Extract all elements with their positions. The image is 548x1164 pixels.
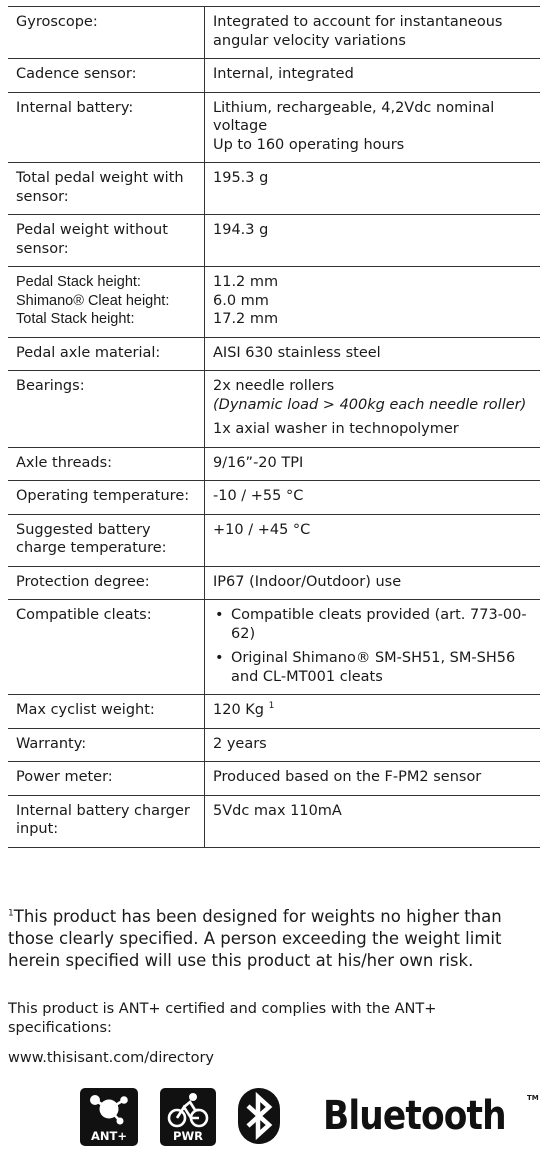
power-meter-logo-icon — [160, 1088, 216, 1146]
spec-value-line: Lithium, rechargeable, 4,2Vdc nominal voltage — [213, 99, 495, 134]
spec-value — [205, 600, 541, 695]
spec-value-line: 11.2 mm — [213, 274, 279, 290]
ant-label: ANT+ — [90, 1129, 128, 1143]
table-row — [8, 337, 540, 371]
spec-label: Bearings: — [8, 371, 205, 448]
spec-label: Axle threads: — [8, 447, 205, 481]
spec-label: Internal battery: — [8, 92, 205, 163]
table-row — [8, 481, 540, 515]
spec-label-line: Total Stack height: — [16, 311, 135, 327]
spec-value: Internal, integrated — [205, 59, 541, 93]
spec-value: AISI 630 stainless steel — [205, 337, 541, 371]
spec-value-line: Up to 160 operating hours — [213, 136, 405, 153]
spec-label: Operating temperature: — [8, 481, 205, 515]
list-item: • Compatible cleats provided (art. 773-00-62) — [213, 606, 532, 643]
bluetooth-logo-icon — [238, 1088, 280, 1144]
bluetooth-wordmark: Bluetooth — [323, 1093, 506, 1139]
table-row — [8, 566, 540, 600]
spec-label: Power meter: — [8, 762, 205, 796]
spec-value — [205, 371, 541, 448]
spec-label: Suggested battery charge temperature: — [8, 514, 205, 566]
pwr-label: PWR — [173, 1129, 203, 1143]
spec-value: 5Vdc max 110mA — [205, 795, 541, 847]
list-item: • Original Shimano® SM-SH51, SM-SH56 and CL-MT001 cleats — [213, 649, 532, 686]
spec-label: Pedal weight without sensor: — [8, 215, 205, 267]
spec-value: +10 / +45 °C — [205, 514, 541, 566]
spec-value: IP67 (Indoor/Outdoor) use — [205, 566, 541, 600]
spec-label: Cadence sensor: — [8, 59, 205, 93]
spec-value: -10 / +55 °C — [205, 481, 541, 515]
spec-label: Total pedal weight with sensor: — [8, 163, 205, 215]
table-row — [8, 7, 540, 59]
spec-value: 2 years — [205, 728, 541, 762]
ant-plus-logo-icon — [80, 1088, 138, 1146]
table-row — [8, 695, 540, 729]
footnote-mark: 1 — [8, 908, 14, 919]
spec-label: Pedal axle material: — [8, 337, 205, 371]
spec-value: Integrated to account for instantaneous angular velocity variations — [205, 7, 541, 59]
spec-value-line: 17.2 mm — [213, 311, 279, 327]
table-row — [8, 728, 540, 762]
spec-value: 195.3 g — [205, 163, 541, 215]
spec-label-line: Pedal Stack height: — [16, 274, 141, 290]
table-row — [8, 795, 540, 847]
spec-value-line: 6.0 mm — [213, 292, 269, 309]
spec-label — [8, 267, 205, 338]
table-row — [8, 371, 540, 448]
spec-label: Gyroscope: — [8, 7, 205, 59]
table-row — [8, 447, 540, 481]
table-row — [8, 59, 540, 93]
spec-label: Internal battery charger input: — [8, 795, 205, 847]
table-row — [8, 514, 540, 566]
ant-statement: This product is ANT+ certified and complies with the ANT+ specifications: — [8, 1001, 437, 1036]
spec-value — [205, 267, 541, 338]
spec-label-line: Shimano® Cleat height: — [16, 292, 170, 309]
table-row — [8, 215, 540, 267]
ant-directory-link[interactable]: www.thisisant.com/directory — [8, 1050, 214, 1066]
footnote — [8, 906, 538, 972]
bluetooth-trademark: TM — [527, 1094, 539, 1102]
table-row — [8, 762, 540, 796]
spec-value: 9/16”-20 TPI — [205, 447, 541, 481]
spec-value-text: 120 Kg — [213, 702, 264, 718]
spec-value: Produced based on the F-PM2 sensor — [205, 762, 541, 796]
spec-value — [205, 92, 541, 163]
spec-table — [8, 6, 540, 848]
spec-value: 194.3 g — [205, 215, 541, 267]
spec-value-line: 1x axial washer in technopolymer — [213, 421, 459, 437]
cleat-list — [213, 606, 532, 686]
footnote-ref: 1 — [268, 701, 275, 712]
spec-label: Warranty: — [8, 728, 205, 762]
table-row — [8, 163, 540, 215]
spec-value-note: (Dynamic load > 400kg each needle roller) — [213, 396, 527, 413]
spec-value-line: 2x needle rollers — [213, 378, 335, 394]
footnote-text: This product has been designed for weights no higher than those clearly specified. A person exceeding the weight limit herein specified will use this product at his/her own risk. — [8, 907, 502, 970]
spec-label: Protection degree: — [8, 566, 205, 600]
table-row — [8, 92, 540, 163]
spec-value — [205, 695, 541, 729]
table-row — [8, 267, 540, 338]
spec-label: Max cyclist weight: — [8, 695, 205, 729]
table-row — [8, 600, 540, 695]
spec-label: Compatible cleats: — [8, 600, 205, 695]
